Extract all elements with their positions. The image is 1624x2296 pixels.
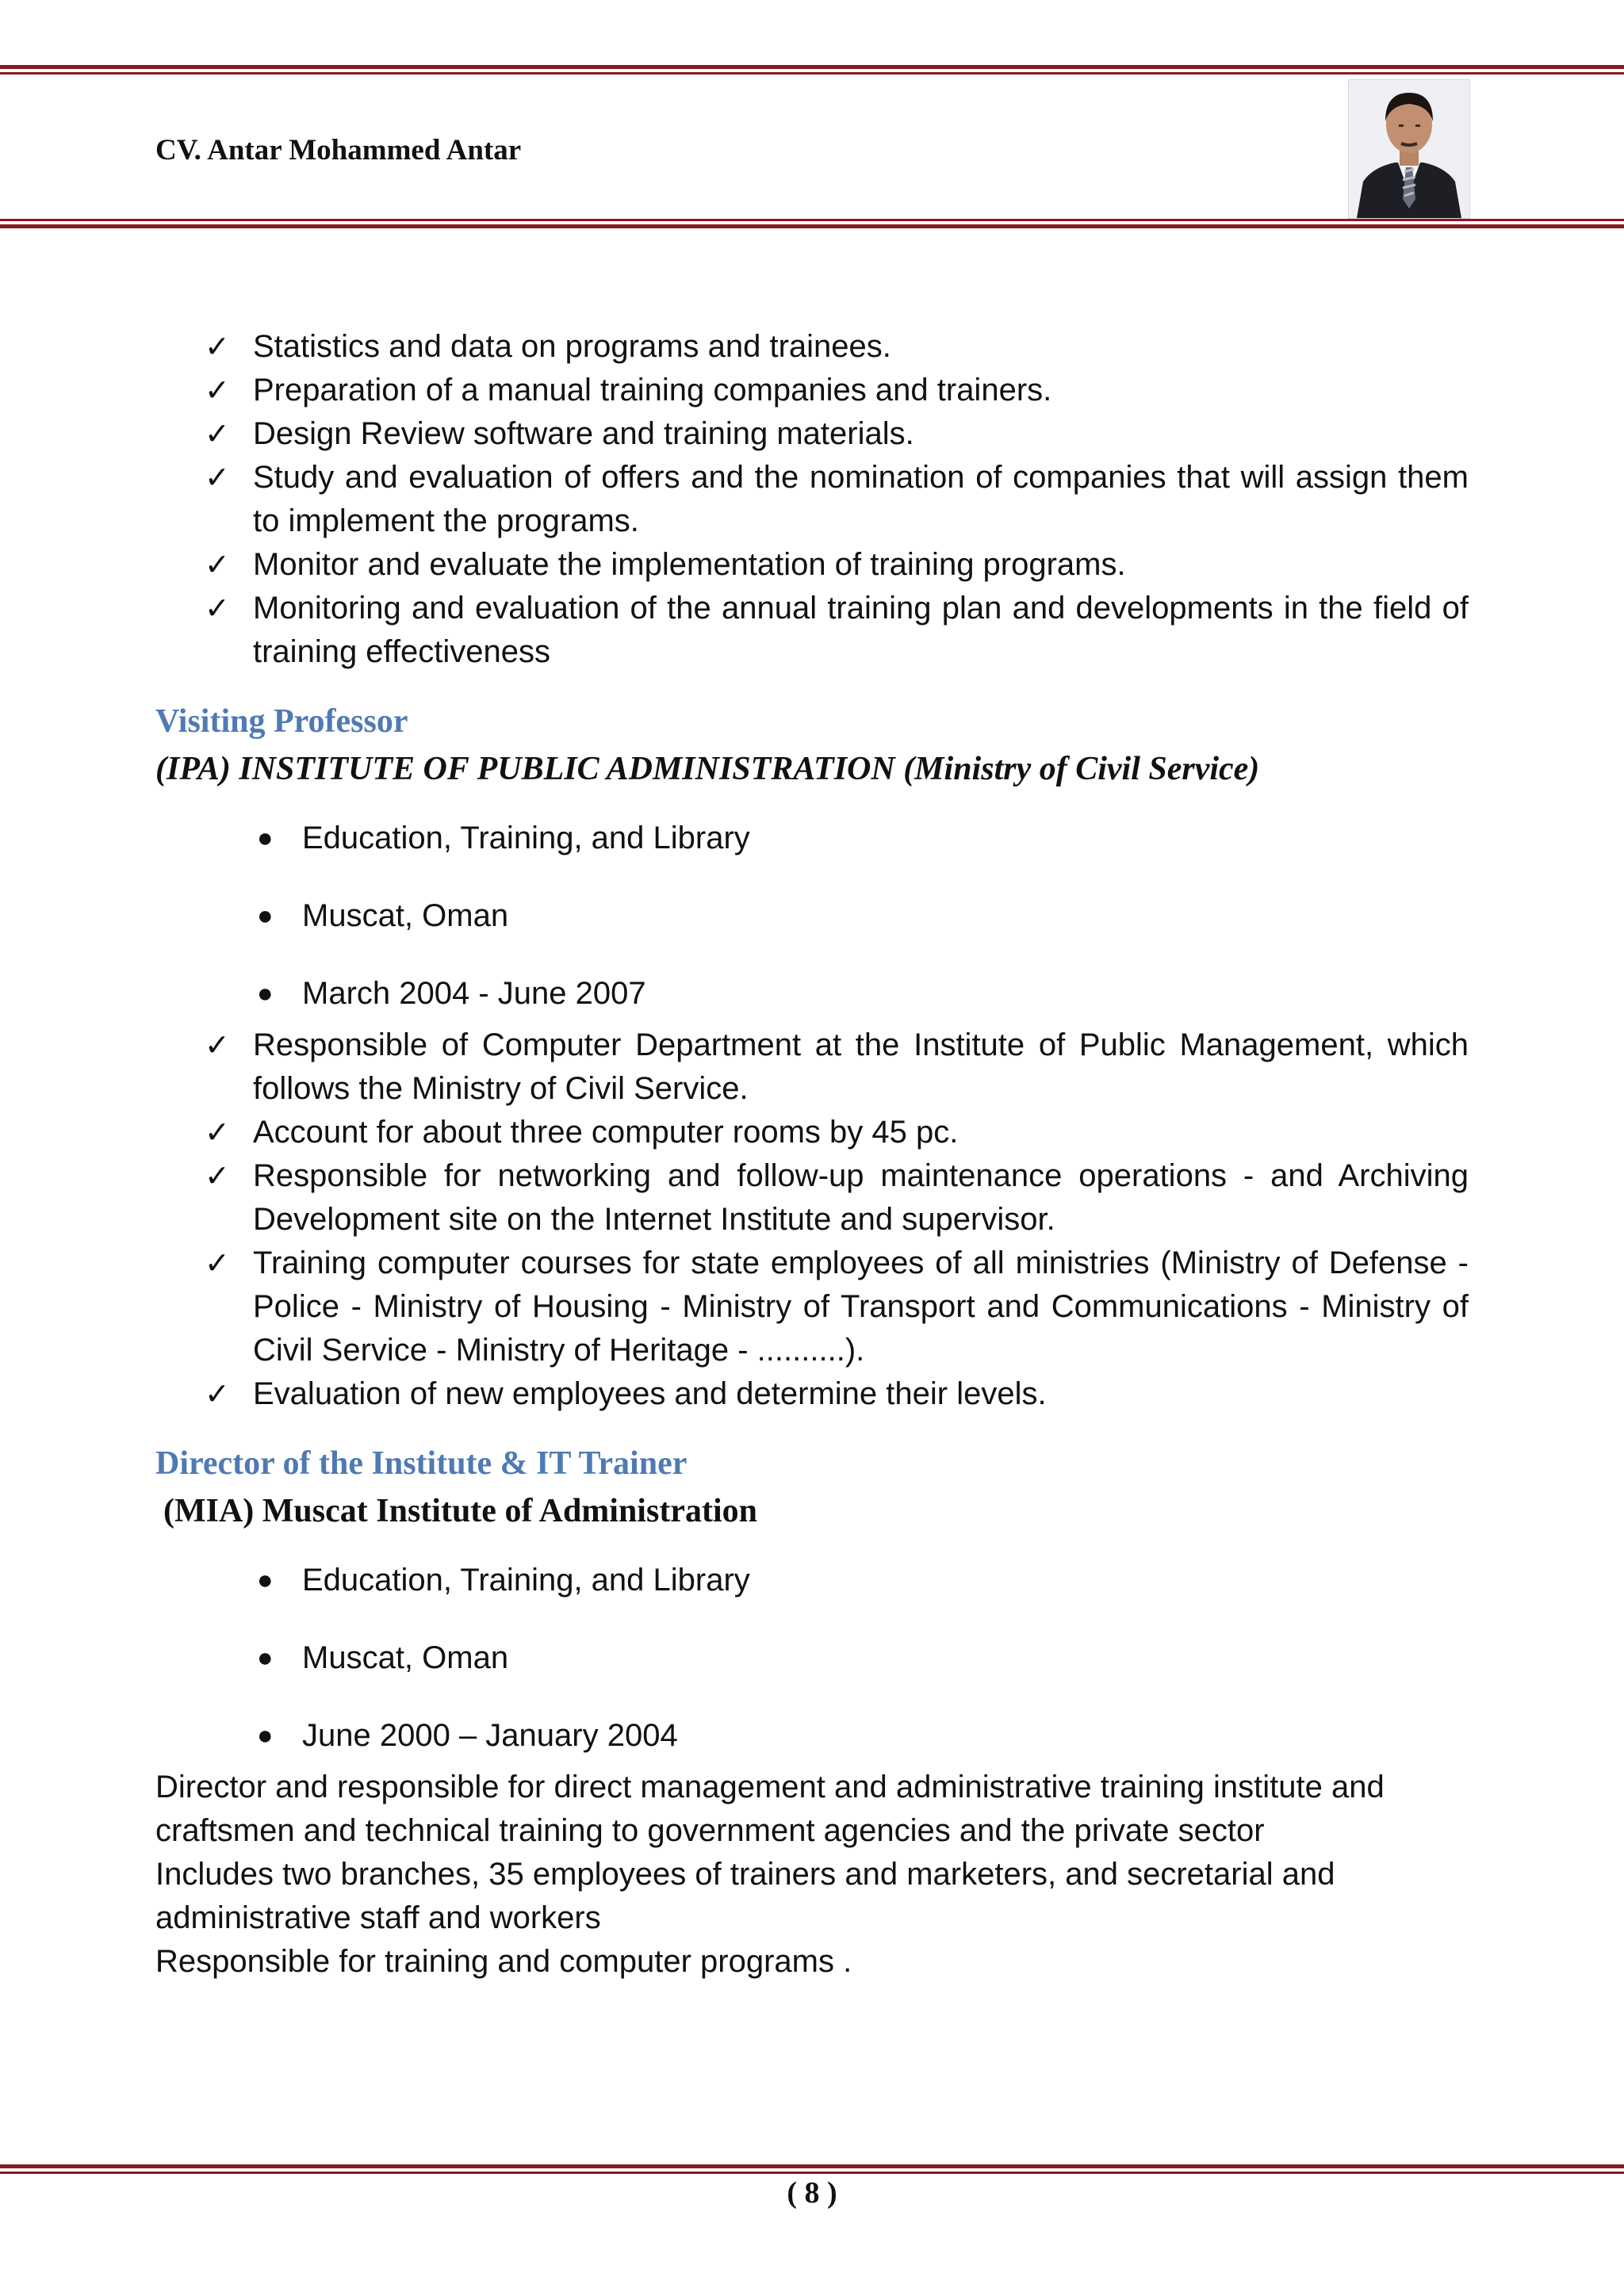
check-item: ✓ Responsible for networking and follow-up maintenance operations - and Archiving Development site on the Internet Institute and supervisor.	[155, 1154, 1469, 1242]
bullet-dot-icon: ●	[257, 1565, 274, 1595]
paragraph: Director and responsible for direct management and administrative training institute and craftsmen and technical training to government agencies and the private sector	[155, 1770, 1385, 1848]
check-mark-icon: ✓	[205, 1376, 230, 1411]
section-title-visiting-professor: Visiting Professor	[155, 703, 408, 740]
profile-photo	[1348, 79, 1470, 219]
bullet-item: ● Muscat, Oman	[155, 894, 1469, 938]
check-mark-icon: ✓	[205, 591, 230, 626]
check-mark-icon: ✓	[205, 1158, 230, 1193]
check-mark-icon: ✓	[205, 547, 230, 582]
check-mark-icon: ✓	[205, 416, 230, 451]
section-org-ipa: (IPA) INSTITUTE OF PUBLIC ADMINISTRATION (Ministry of Civil Service)	[155, 751, 1260, 787]
check-mark-icon: ✓	[205, 373, 230, 408]
check-item: ✓ Evaluation of new employees and determine their levels.	[155, 1372, 1469, 1416]
page-number: ( 8 )	[787, 2176, 837, 2210]
bullet-item: ● June 2000 – January 2004	[155, 1714, 1469, 1758]
bullet-dot-icon: ●	[257, 1643, 274, 1673]
check-mark-icon: ✓	[205, 329, 230, 364]
bullet-dot-icon: ●	[257, 823, 274, 853]
section-org-mia: (MIA) Muscat Institute of Administration	[163, 1493, 757, 1529]
check-item: ✓ Statistics and data on programs and trainees.	[155, 325, 1469, 369]
section-title-director: Director of the Institute & IT Trainer	[155, 1445, 688, 1482]
check-item: ✓ Monitoring and evaluation of the annual training plan and developments in the field of training effectiveness	[155, 587, 1469, 674]
cv-content	[155, 325, 1469, 1984]
bullet-dot-icon: ●	[257, 978, 274, 1008]
header-title: CV. Antar Mohammed Antar	[155, 134, 522, 166]
paragraph: Includes two branches, 35 employees of trainers and marketers, and secretarial and administrative staff and workers	[155, 1857, 1335, 1935]
section1-check-list	[155, 1024, 1469, 1416]
check-mark-icon: ✓	[205, 1115, 230, 1150]
check-mark-icon: ✓	[205, 1246, 230, 1280]
bullet-item: ● Muscat, Oman	[155, 1636, 1469, 1680]
check-item: ✓ Preparation of a manual training companies and trainers.	[155, 369, 1469, 412]
check-item: ✓ Training computer courses for state employees of all ministries (Ministry of Defense - Police - Ministry of Housing - Ministry of Transport and Communications - Ministry of Civil Service - Ministry of Heritage - ..........).	[155, 1242, 1469, 1372]
intro-check-list	[155, 325, 1469, 674]
check-item: ✓ Account for about three computer rooms by 45 pc.	[155, 1111, 1469, 1154]
check-item: ✓ Design Review software and training materials.	[155, 412, 1469, 456]
section2-paragraphs	[155, 1766, 1469, 1984]
bullet-item: ● Education, Training, and Library	[155, 817, 1469, 860]
check-mark-icon: ✓	[205, 1027, 230, 1062]
bullet-dot-icon: ●	[257, 901, 274, 931]
paragraph: Responsible for training and computer programs .	[155, 1944, 852, 1979]
check-mark-icon: ✓	[205, 460, 230, 495]
check-item: ✓ Study and evaluation of offers and the nomination of companies that will assign them to implement the programs.	[155, 456, 1469, 543]
check-item: ✓ Monitor and evaluate the implementation of training programs.	[155, 543, 1469, 587]
bullet-item: ● March 2004 - June 2007	[155, 972, 1469, 1016]
bullet-dot-icon: ●	[257, 1720, 274, 1751]
bullet-item: ● Education, Training, and Library	[155, 1559, 1469, 1602]
check-item: ✓ Responsible of Computer Department at the Institute of Public Management, which follows the Ministry of Civil Service.	[155, 1024, 1469, 1111]
